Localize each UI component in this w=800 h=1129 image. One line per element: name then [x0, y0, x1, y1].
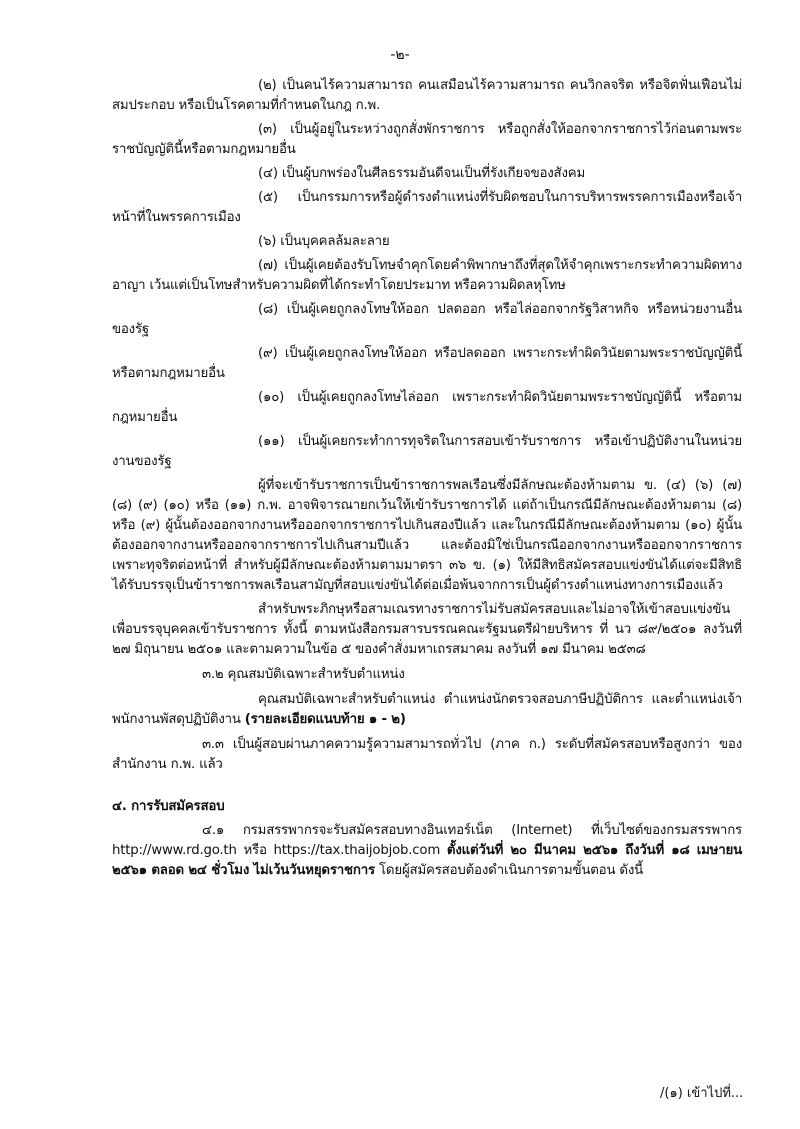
section-4-heading: ๔. การรับสมัครสอบ [112, 799, 225, 814]
list-item: (๙) เป็นผู้เคยถูกลงโทษให้ออก หรือปลดออก เพราะกระทำผิดวินัยตามพระราชบัญญัตินี้หรือตามกฎหมายอื่น [112, 346, 742, 381]
application-period: ตั้งแต่วันที่ ๒๐ มีนาคม ๒๕๖๑ ถึงวันที่ ๑๘ เมษายน ๒๕๖๑ ตลอด ๒๔ ชั่วโมง ไม่เว้นวันหยุดราชการ [112, 843, 742, 878]
monks-paragraph: สำหรับพระภิกษุหรือสามเณรทางราชการไม่รับสมัครสอบและไม่อาจให้เข้าสอบแข่งขันเพื่อบรรจุบุคคลเข้ารับราชการ ทั้งนี้ ตามหนังสือกรมสารบรรณคณะรัฐมนตรีฝ่ายบริหาร ที่ นว ๘๙/๒๕๐๑ ลงวันที่ ๒๗ มิถุนายน ๒๕๐๑ และตามความในข้อ ๕ ของคำสั่งมหาเถรสมาคม ลงวันที่ ๑๗ มีนาคม ๒๕๓๘ [112, 602, 742, 657]
list-item: (๓) เป็นผู้อยู่ในระหว่างถูกสั่งพักราชการ หรือถูกสั่งให้ออกจากราชการไว้ก่อนตามพระราชบัญญัตินี้หรือตามกฎหมายอื่น [112, 122, 742, 157]
section-4-1-text: ๔.๑ กรมสรรพากรจะรับสมัครสอบทางอินเทอร์เน็ต (Internet) ที่เว็บไซต์ของกรมสรรพากร http://www.rd.go.th หรือ https://tax.thaijobjob.com [112, 823, 742, 858]
section-4-1 [112, 821, 742, 881]
list-item: (๘) เป็นผู้เคยถูกลงโทษให้ออก ปลดออก หรือไล่ออกจากรัฐวิสาหกิจ หรือหน่วยงานอื่นของรัฐ [112, 302, 742, 337]
list-item: (๗) เป็นผู้เคยต้องรับโทษจำคุกโดยคำพิพากษาถึงที่สุดให้จำคุกเพราะกระทำความผิดทางอาญา เว้นแต่เป็นโทษสำหรับความผิดที่ได้กระทำโดยประมาท หรือความผิดลหุโทษ [112, 258, 742, 293]
continuation-note: /(๑) เข้าไปที่... [660, 1086, 744, 1101]
section-3-2-text: คุณสมบัติเฉพาะสำหรับตำแหน่ง ตำแหน่งนักตรวจสอบภาษีปฏิบัติการ และตำแหน่งเจ้าพนักงานพัสดุปฏิบัติงาน [112, 692, 742, 727]
list-item: (๒) เป็นคนไร้ความสามารถ คนเสมือนไร้ความสามารถ คนวิกลจริต หรือจิตฟั่นเฟือนไม่สมประกอบ หรือเป็นโรคตามที่กำหนดในกฎ ก.พ. [112, 78, 742, 113]
page-number: -๒- [390, 47, 410, 63]
section-3-3: ๓.๓ เป็นผู้สอบผ่านภาคความรู้ความสามารถทั่วไป (ภาค ก.) ระดับที่สมัครสอบหรือสูงกว่า ของสำนักงาน ก.พ. แล้ว [112, 737, 742, 772]
document-body [112, 72, 742, 881]
section-4-1-text-end: โดยผู้สมัครสอบต้องดำเนินการตามขั้นตอน ดังนี้ [374, 863, 643, 878]
list-item: (๕) เป็นกรรมการหรือผู้ดำรงตำแหน่งที่รับผิดชอบในการบริหารพรรคการเมืองหรือเจ้าหน้าที่ในพรรคการเมือง [112, 190, 742, 225]
list-item: (๖) เป็นบุคคลล้มละลาย [258, 234, 390, 249]
attachment-reference: (รายละเอียดแนบท้าย ๑ - ๒) [244, 712, 406, 727]
exception-paragraph: ผู้ที่จะเข้ารับราชการเป็นข้าราชการพลเรือนซึ่งมีลักษณะต้องห้ามตาม ข. (๔) (๖) (๗) (๘) (๙) (๑๐) หรือ (๑๑) ก.พ. อาจพิจารณายกเว้นให้เข้ารับราชการได้ แต่ถ้าเป็นกรณีมีลักษณะต้องห้ามตาม (๘) หรือ (๙) ผู้นั้นต้องออกจากงานหรือออกจากราชการไปเกินสองปีแล้ว และในกรณีมีลักษณะต้องห้ามตาม (๑๐) ผู้นั้นต้องออกจากงานหรือออกจากราชการไปเกินสามปีแล้ว และต้องมิใช่เป็นกรณีออกจากงานหรือออกจากราชการเพราะทุจริตต่อหน้าที่ สำหรับผู้มีลักษณะต้องห้ามตามมาตรา ๓๖ ข. (๑) ให้มีสิทธิสมัครสอบแข่งขันได้แต่จะมีสิทธิได้รับบรรจุเป็นข้าราชการพลเรือนสามัญที่สอบแข่งขันได้ต่อเมื่อพ้นจากการเป็นผู้ดำรงตำแหน่งทางการเมืองแล้ว [112, 478, 742, 593]
section-3-2-body [112, 690, 742, 730]
section-3-2-heading: ๓.๒ คุณสมบัติเฉพาะสำหรับตำแหน่ง [202, 667, 405, 682]
list-item: (๑๑) เป็นผู้เคยกระทำการทุจริตในการสอบเข้ารับราชการ หรือเข้าปฏิบัติงานในหน่วยงานของรัฐ [112, 434, 742, 469]
list-item: (๑๐) เป็นผู้เคยถูกลงโทษไล่ออก เพราะกระทำผิดวินัยตามพระราชบัญญัตินี้ หรือตามกฎหมายอื่น [112, 390, 742, 425]
list-item: (๔) เป็นผู้บกพร่องในศีลธรรมอันดีจนเป็นที่รังเกียจของสังคม [258, 166, 586, 181]
